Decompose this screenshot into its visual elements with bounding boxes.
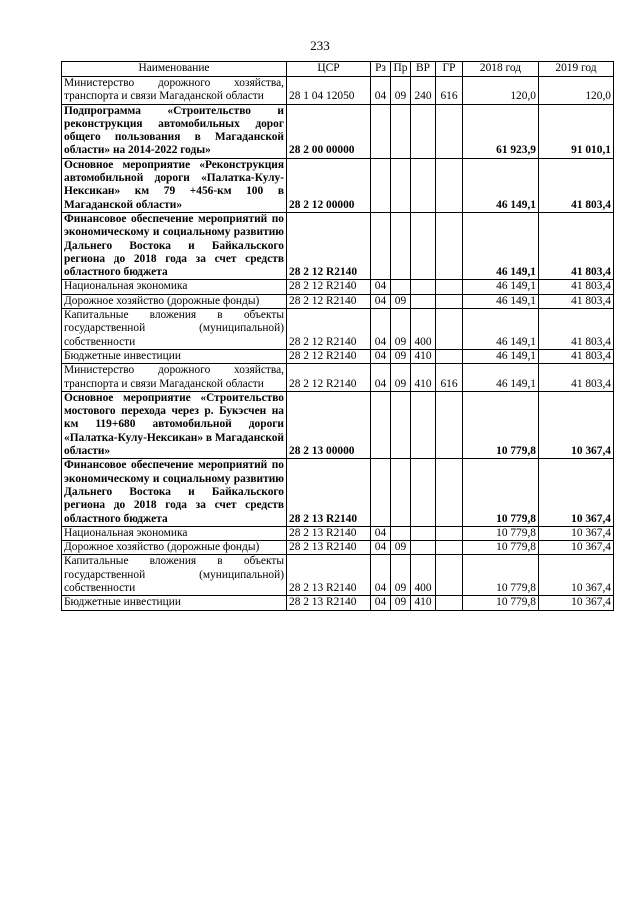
cell-2018: 46 149,1 [463,158,539,212]
cell-2019: 41 803,4 [539,349,614,363]
cell-pr: 09 [391,77,411,105]
cell-2018: 46 149,1 [463,280,539,294]
cell-gr [436,541,463,555]
cell-2018: 10 779,8 [463,555,539,596]
cell-rz [371,104,391,158]
cell-vr [411,391,436,458]
cell-rz: 04 [371,349,391,363]
cell-name: Дорожное хозяйство (дорожные фонды) [62,541,287,555]
cell-vr: 410 [411,349,436,363]
cell-2019: 10 367,4 [539,459,614,526]
cell-pr [391,212,411,279]
cell-name: Основное мероприятие «Реконструкция автомобильной дороги «Палатка-Кулу-Нексикан» км 79 +456-км 100 в Магаданской области» [62,158,287,212]
cell-2018: 46 149,1 [463,349,539,363]
table-row [62,349,614,363]
cell-gr [436,391,463,458]
cell-2018: 46 149,1 [463,364,539,392]
cell-2019: 10 367,4 [539,391,614,458]
table-row [62,391,614,458]
cell-name: Финансовое обеспечение мероприятий по экономическому и социальному развитию Дальнего Востока и Байкальского региона до 2018 года за счет средств областного бюджета [62,459,287,526]
cell-vr: 400 [411,555,436,596]
cell-pr [391,158,411,212]
cell-gr [436,280,463,294]
cell-gr: 616 [436,364,463,392]
table-row [62,104,614,158]
table-row [62,596,614,610]
cell-pr: 09 [391,349,411,363]
cell-gr [436,104,463,158]
cell-csr: 28 2 12 R2140 [287,309,371,350]
table-body [62,77,614,611]
table-row [62,77,614,105]
cell-2019: 120,0 [539,77,614,105]
table-row [62,526,614,540]
cell-rz [371,212,391,279]
column-header-vr: ВР [411,62,436,77]
cell-2018: 46 149,1 [463,212,539,279]
cell-csr: 28 2 13 R2140 [287,459,371,526]
cell-gr [436,349,463,363]
cell-2019: 10 367,4 [539,555,614,596]
cell-csr: 28 2 13 R2140 [287,526,371,540]
budget-table [61,61,614,611]
cell-gr [436,555,463,596]
cell-2018: 46 149,1 [463,294,539,308]
page-number: 233 [310,38,330,53]
cell-csr: 28 2 13 R2140 [287,596,371,610]
cell-vr [411,104,436,158]
cell-csr: 28 1 04 12050 [287,77,371,105]
cell-2019: 41 803,4 [539,212,614,279]
cell-csr: 28 2 12 00000 [287,158,371,212]
cell-pr [391,526,411,540]
cell-rz: 04 [371,364,391,392]
table-row [62,309,614,350]
table-row [62,280,614,294]
cell-rz: 04 [371,555,391,596]
cell-pr: 09 [391,541,411,555]
cell-name: Бюджетные инвестиции [62,349,287,363]
cell-csr: 28 2 12 R2140 [287,349,371,363]
cell-rz: 04 [371,541,391,555]
cell-csr: 28 2 00 00000 [287,104,371,158]
cell-csr: 28 2 12 R2140 [287,364,371,392]
cell-2018: 10 779,8 [463,541,539,555]
cell-gr [436,212,463,279]
cell-pr: 09 [391,596,411,610]
cell-name: Капитальные вложения в объекты государственной (муниципальной) собственности [62,309,287,350]
cell-2019: 10 367,4 [539,526,614,540]
cell-vr [411,158,436,212]
cell-name: Национальная экономика [62,280,287,294]
cell-pr [391,104,411,158]
cell-2018: 120,0 [463,77,539,105]
cell-2019: 41 803,4 [539,280,614,294]
cell-name: Капитальные вложения в объекты государственной (муниципальной) собственности [62,555,287,596]
cell-2018: 46 149,1 [463,309,539,350]
cell-csr: 28 2 12 R2140 [287,294,371,308]
cell-name: Дорожное хозяйство (дорожные фонды) [62,294,287,308]
cell-gr [436,596,463,610]
cell-vr: 410 [411,596,436,610]
cell-vr [411,526,436,540]
cell-pr [391,280,411,294]
cell-name: Финансовое обеспечение мероприятий по экономическому и социальному развитию Дальнего Востока и Байкальского региона до 2018 года за счет средств областного бюджета [62,212,287,279]
cell-name: Национальная экономика [62,526,287,540]
cell-vr [411,459,436,526]
cell-2019: 41 803,4 [539,364,614,392]
cell-rz: 04 [371,77,391,105]
cell-name: Министерство дорожного хозяйства, транспорта и связи Магаданской области [62,364,287,392]
cell-2018: 10 779,8 [463,596,539,610]
cell-gr [436,459,463,526]
cell-gr: 616 [436,77,463,105]
cell-rz: 04 [371,294,391,308]
cell-vr [411,212,436,279]
cell-rz: 04 [371,596,391,610]
column-header-rz: Рз [371,62,391,77]
table-row [62,294,614,308]
cell-2019: 41 803,4 [539,294,614,308]
cell-csr: 28 2 12 R2140 [287,280,371,294]
cell-rz [371,158,391,212]
cell-rz: 04 [371,309,391,350]
table-row [62,555,614,596]
cell-2019: 10 367,4 [539,541,614,555]
cell-vr: 400 [411,309,436,350]
table-header-row [62,62,614,77]
column-header-gr: ГР [436,62,463,77]
cell-2019: 10 367,4 [539,596,614,610]
cell-2019: 41 803,4 [539,158,614,212]
cell-name: Подпрограмма «Строительство и реконструкция автомобильных дорог общего пользования в Магаданской области» на 2014-2022 годы» [62,104,287,158]
cell-pr [391,391,411,458]
table-row [62,364,614,392]
cell-2018: 10 779,8 [463,391,539,458]
cell-csr: 28 2 12 R2140 [287,212,371,279]
table-row [62,459,614,526]
column-header-csr: ЦСР [287,62,371,77]
cell-name: Министерство дорожного хозяйства, транспорта и связи Магаданской области [62,77,287,105]
cell-csr: 28 2 13 R2140 [287,555,371,596]
cell-2018: 61 923,9 [463,104,539,158]
cell-name: Бюджетные инвестиции [62,596,287,610]
table-row [62,541,614,555]
cell-gr [436,158,463,212]
cell-rz [371,459,391,526]
cell-pr: 09 [391,309,411,350]
column-header-2018: 2018 год [463,62,539,77]
table-row [62,158,614,212]
column-header-pr: Пр [391,62,411,77]
column-header-2019: 2019 год [539,62,614,77]
cell-vr [411,280,436,294]
cell-rz [371,391,391,458]
cell-gr [436,526,463,540]
cell-pr: 09 [391,364,411,392]
column-header-name: Наименование [62,62,287,77]
cell-vr: 240 [411,77,436,105]
cell-2018: 10 779,8 [463,526,539,540]
cell-pr [391,459,411,526]
cell-2018: 10 779,8 [463,459,539,526]
cell-gr [436,294,463,308]
cell-2019: 41 803,4 [539,309,614,350]
cell-csr: 28 2 13 R2140 [287,541,371,555]
cell-2019: 91 010,1 [539,104,614,158]
cell-rz: 04 [371,280,391,294]
cell-name: Основное мероприятие «Строительство мостового перехода через р. Букэсчен на км 119+680 автомобильной дороги «Палатка-Кулу-Нексикан» в Магаданской области» [62,391,287,458]
cell-vr [411,294,436,308]
cell-vr [411,541,436,555]
table-row [62,212,614,279]
cell-gr [436,309,463,350]
cell-pr: 09 [391,294,411,308]
cell-csr: 28 2 13 00000 [287,391,371,458]
cell-rz: 04 [371,526,391,540]
cell-vr: 410 [411,364,436,392]
cell-pr: 09 [391,555,411,596]
